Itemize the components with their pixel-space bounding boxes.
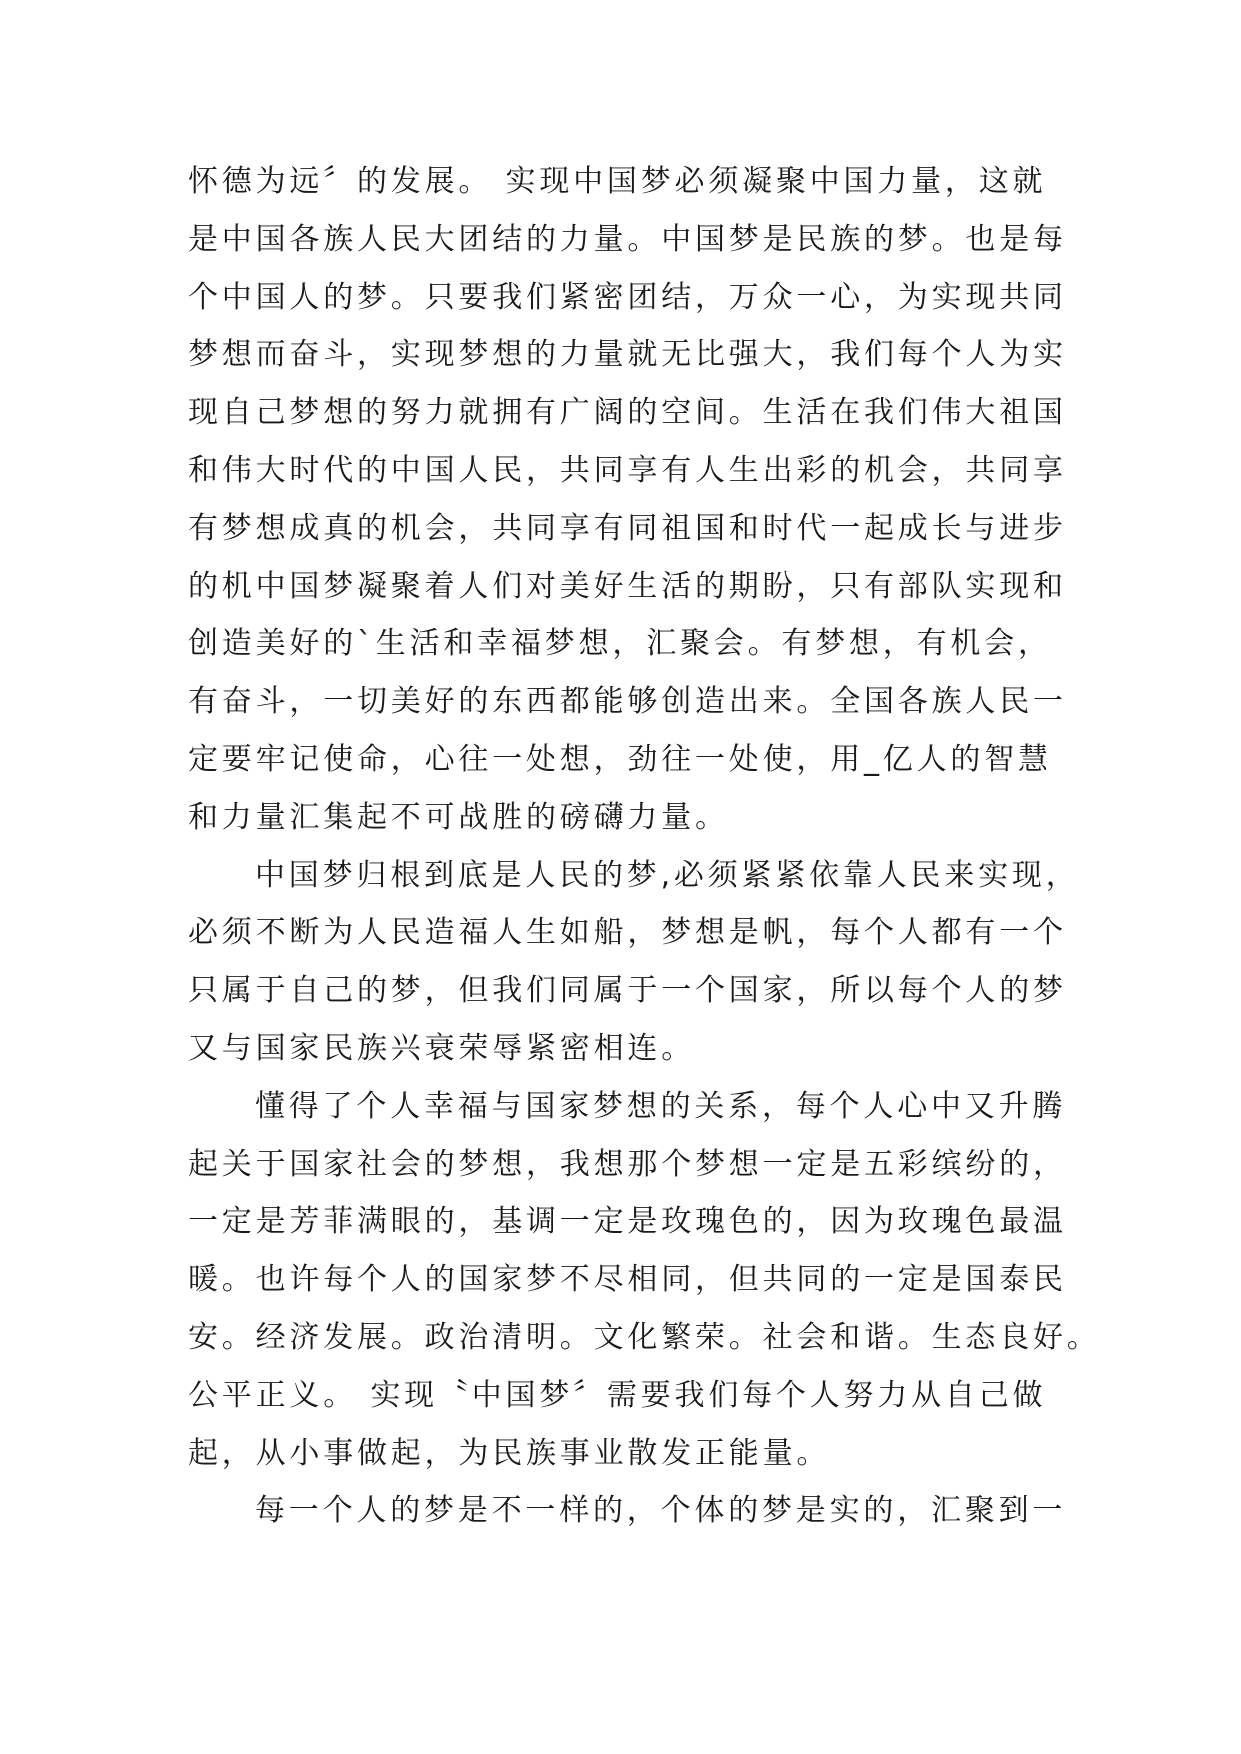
text-line: 起，从小事做起，为民族事业散发正能量。 bbox=[188, 1435, 831, 1471]
body-text bbox=[188, 153, 1101, 1540]
text-line: 有奋斗，一切美好的东西都能够创造出来。全国各族人民一 bbox=[188, 684, 1067, 720]
paragraph-first-line: 懂得了个人幸福与国家梦想的关系，每个人心中又升腾 bbox=[255, 1088, 1067, 1124]
text-line: 和伟大时代的中国人民，共同享有人生出彩的机会，共同享 bbox=[188, 452, 1067, 488]
text-line: 的机中国梦凝聚着人们对美好生活的期盼，只有部队实现和 bbox=[188, 568, 1067, 604]
text-line: 现自己梦想的努力就拥有广阔的空间。生活在我们伟大祖国 bbox=[188, 395, 1067, 431]
text-line: 一定是芳菲满眼的，基调一定是玫瑰色的，因为玫瑰色最温 bbox=[188, 1204, 1067, 1240]
text-line: 梦想而奋斗，实现梦想的力量就无比强大，我们每个人为实 bbox=[188, 337, 1067, 373]
text-line: 安。经济发展。政治清明。文化繁荣。社会和谐。生态良好。 bbox=[188, 1319, 1101, 1355]
paragraph-first-line: 每一个人的梦是不一样的，个体的梦是实的，汇聚到一 bbox=[255, 1493, 1067, 1529]
text-line: 起关于国家社会的梦想，我想那个梦想一定是五彩缤纷的， bbox=[188, 1146, 1067, 1182]
text-line: 暖。也许每个人的国家梦不尽相同，但共同的一定是国泰民 bbox=[188, 1262, 1067, 1298]
text-line: 和力量汇集起不可战胜的磅礴力量。 bbox=[188, 799, 729, 835]
text-line: 有梦想成真的机会，共同享有同祖国和时代一起成长与进步 bbox=[188, 510, 1067, 546]
text-line: 必须不断为人民造福人生如船，梦想是帆，每个人都有一个 bbox=[188, 915, 1067, 951]
text-line: 又与国家民族兴衰荣辱紧密相连。 bbox=[188, 1030, 695, 1066]
text-line: 只属于自己的梦，但我们同属于一个国家，所以每个人的梦 bbox=[188, 973, 1067, 1009]
text-line: 创造美好的`生活和幸福梦想，汇聚会。有梦想，有机会， bbox=[188, 626, 1052, 662]
text-line: 公平正义。 实现〝中国梦〞需要我们每个人努力从自己做 bbox=[188, 1377, 1047, 1413]
text-line: 是中国各族人民大团结的力量。中国梦是民族的梦。也是每 bbox=[188, 221, 1067, 257]
text-line: 个中国人的梦。只要我们紧密团结，万众一心，为实现共同 bbox=[188, 279, 1067, 315]
text-line: 怀德为远〞的发展。 实现中国梦必须凝聚中国力量，这就 bbox=[188, 164, 1047, 199]
text-line: 定要牢记使命，心往一处想，劲往一处使，用_亿人的智慧 bbox=[188, 741, 1052, 777]
paragraph-first-line: 中国梦归根到底是人民的梦,必须紧紧依靠人民来实现， bbox=[255, 857, 1080, 893]
